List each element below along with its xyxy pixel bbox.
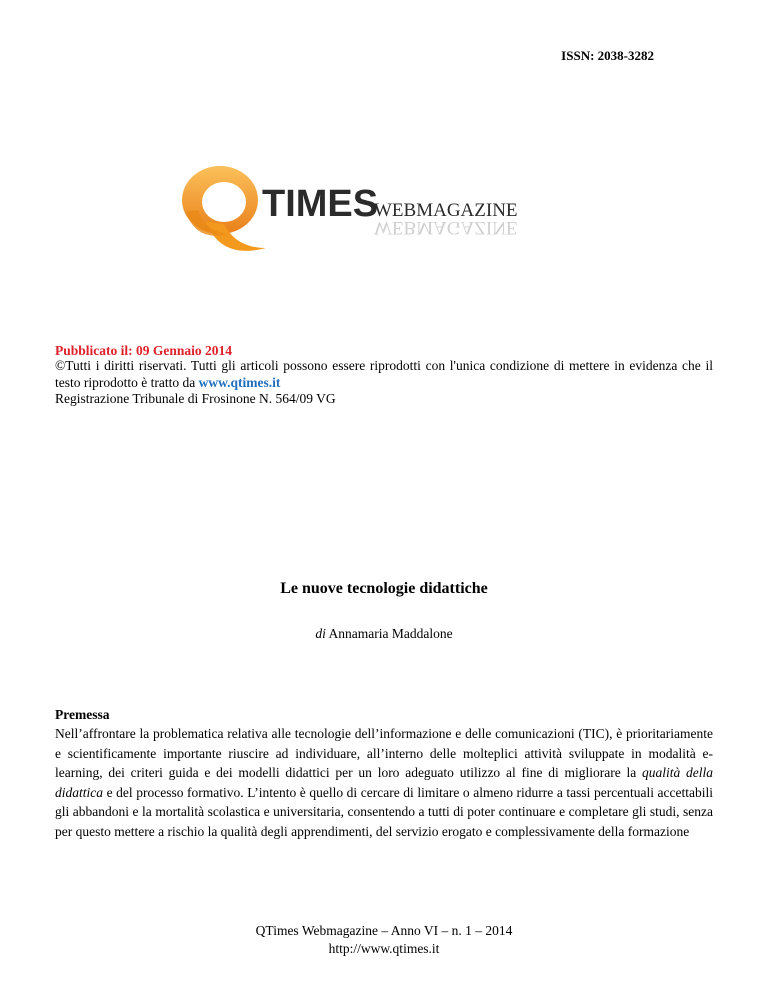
rights-block bbox=[55, 358, 713, 408]
section-heading: Premessa bbox=[55, 707, 110, 722]
paragraph-part2: e del processo formativo. L’intento è quello di cercare di limitare o almeno ridurre a tassi percentuali accettabili gli abbandoni e la mortalità scolastica e universitaria, consentendo a tutti di poter continuare e completare gli studi, senza per questo mettere a rischio la qualità degli apprendimenti, del servizio erogato e complessivamente della formazione bbox=[55, 784, 713, 839]
article-title: Le nuove tecnologie didattiche bbox=[280, 580, 488, 597]
subtitle-reflection: WEBMAGAZINE bbox=[374, 217, 518, 238]
rights-text: ©Tutti i diritti riservati. Tutti gli articoli possono essere riprodotti con l'unica condizione di mettere in evidenza che il testo riprodotto è tratto da bbox=[55, 358, 713, 390]
author-name: Annamaria Maddalone bbox=[328, 626, 453, 641]
page-footer bbox=[0, 922, 768, 958]
qtimes-logo bbox=[176, 162, 556, 262]
article-author bbox=[0, 626, 768, 642]
subtitle-text: WEBMAGAZINE bbox=[374, 200, 518, 221]
body-paragraph bbox=[55, 724, 713, 841]
registration-text: Registrazione Tribunale di Frosinone N. 564/09 VG bbox=[55, 391, 336, 406]
footer-url[interactable]: http://www.qtimes.it bbox=[328, 941, 440, 956]
author-prefix: di bbox=[315, 626, 326, 641]
issn-label: ISSN: 2038-3282 bbox=[561, 48, 654, 63]
paragraph-italic: qualità della didattica bbox=[55, 765, 714, 800]
published-date: Pubblicato il: 09 Gennaio 2014 bbox=[55, 343, 233, 358]
q-swoosh-icon bbox=[182, 166, 266, 251]
footer-line1: QTimes Webmagazine – Anno VI – n. 1 – 2014 bbox=[255, 923, 513, 938]
qtimes-link[interactable]: www.qtimes.it bbox=[198, 374, 281, 390]
brand-text: TIMES bbox=[262, 183, 379, 225]
paragraph-part1: Nell’affrontare la problematica relativa alle tecnologie dell’informazione e delle comunicazioni (TIC), è prioritariamente e scientificamente importante riuscire ad individuare, all’interno delle molteplici attività sviluppate in modalità e-learning, dei criteri guida e dei modelli didattici per un loro adeguato utilizzo al fine di migliorare la bbox=[55, 726, 713, 780]
